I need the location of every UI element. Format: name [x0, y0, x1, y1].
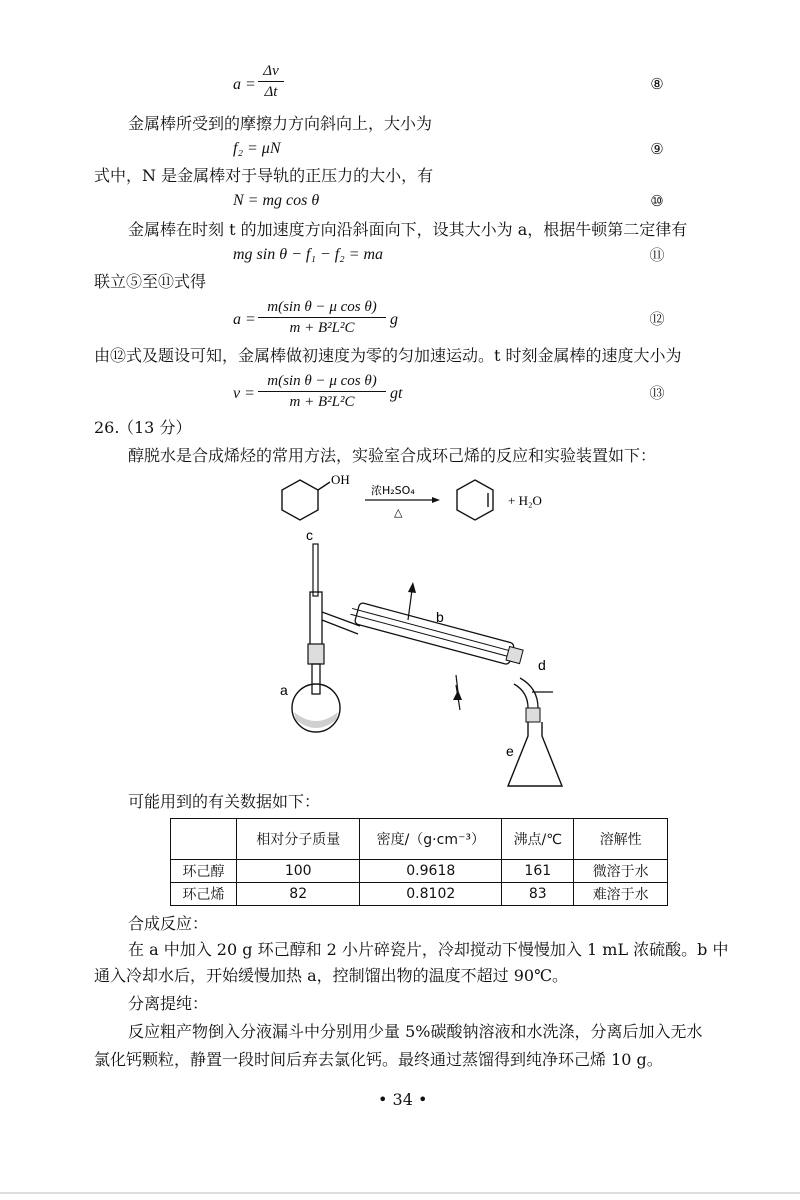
table-header-row — [171, 819, 668, 860]
table-cell: 0.8102 — [360, 883, 502, 906]
label-e: e — [506, 743, 514, 759]
table-header: 相对分子质量 — [237, 819, 360, 860]
eq12-numerator: m(sin θ − μ cos θ) — [267, 299, 377, 315]
eq10-number: ⑩ — [650, 192, 664, 210]
purify-line-2: 氯化钙颗粒，静置一段时间后弃去氯化钙。最终通过蒸馏得到纯净环己烯 10 g。 — [94, 1050, 663, 1069]
thermometer — [313, 544, 318, 596]
table-row — [171, 883, 668, 906]
eq12-fraction — [258, 298, 386, 337]
water-label: + H₂O — [508, 493, 542, 508]
eq12-lhs: a = — [233, 311, 256, 328]
table-cell: 微溶于水 — [574, 860, 668, 883]
eq13-rhs: gt — [390, 385, 403, 402]
label-b: b — [436, 609, 444, 625]
eq8-lhs: a = — [233, 76, 256, 93]
bottom-divider — [0, 1192, 800, 1194]
eq8-denominator: Δt — [264, 84, 278, 100]
eq8-numerator: Δv — [263, 63, 279, 79]
table-cell: 0.9618 — [360, 860, 502, 883]
label-d: d — [538, 657, 546, 673]
eq12-rhs: g — [390, 311, 398, 328]
eq13-fraction — [258, 372, 386, 411]
cyclohexanol-ring — [282, 480, 318, 520]
table-cell: 难溶于水 — [574, 883, 668, 906]
table-cell: 161 — [502, 860, 574, 883]
eq13-lhs: v = — [233, 385, 255, 402]
label-c: c — [306, 530, 313, 543]
table-header: 沸点/℃ — [502, 819, 574, 860]
apparatus-diagram — [270, 530, 570, 795]
question-number: 26. — [94, 418, 120, 437]
eq13-number: ⑬ — [649, 384, 665, 402]
oh-label: OH — [331, 472, 350, 487]
table-cell: 100 — [237, 860, 360, 883]
question-score: （13 分） — [118, 418, 192, 437]
table-row — [171, 860, 668, 883]
synthesis-title: 合成反应： — [128, 914, 209, 933]
eq10: N = mg cos θ — [233, 192, 320, 209]
table-cell: 83 — [502, 883, 574, 906]
table-header: 溶解性 — [574, 819, 668, 860]
data-table — [170, 818, 668, 906]
eq13-denominator: m + B²L²C — [289, 394, 355, 410]
eq12-denominator: m + B²L²C — [289, 320, 355, 336]
eq9-number: ⑨ — [650, 140, 664, 158]
reaction-scheme — [270, 470, 600, 530]
eq8-number: ⑧ — [650, 75, 664, 93]
conical-flask — [508, 722, 562, 786]
label-a: a — [280, 682, 288, 698]
eq12-number: ⑫ — [649, 310, 665, 328]
purify-line-1: 反应粗产物倒入分液漏斗中分别用少量 5%碳酸钠溶液和水洗涤，分离后加入无水 — [128, 1022, 703, 1041]
reagent-label: 浓H₂SO₄ — [371, 484, 415, 497]
text-intro: 醇脱水是合成烯烃的常用方法，实验室合成环己烯的反应和实验装置如下： — [128, 446, 657, 465]
eq11-number: ⑪ — [649, 246, 665, 264]
synthesis-line-2: 通入冷却水后，开始缓慢加热 a，控制馏出物的温度不超过 90℃。 — [94, 966, 568, 985]
text-combine: 联立⑤至⑪式得 — [94, 272, 207, 291]
eq8-fraction — [258, 62, 284, 101]
text-accel: 金属棒在时刻 t 的加速度方向沿斜面向下，设其大小为 a，根据牛顿第二定律有 — [128, 220, 688, 239]
text-normal: 式中，N 是金属棒对于导轨的正压力的大小，有 — [94, 166, 434, 185]
text-data-intro: 可能用到的有关数据如下： — [128, 792, 321, 811]
table-header — [171, 819, 237, 860]
table-cell: 环己烯 — [171, 883, 237, 906]
text-friction: 金属棒所受到的摩擦力方向斜向上，大小为 — [128, 114, 433, 133]
condenser — [354, 602, 514, 665]
text-motion: 由⑫式及题设可知，金属棒做初速度为零的匀加速运动。t 时刻金属棒的速度大小为 — [94, 346, 682, 365]
table-header: 密度/（g·cm⁻³） — [360, 819, 502, 860]
purify-title: 分离提纯： — [128, 994, 209, 1013]
eq9: f₂ = μN — [233, 140, 281, 157]
synthesis-line-1: 在 a 中加入 20 g 环己醇和 2 小片碎瓷片，冷却搅动下慢慢加入 1 mL 浓硫酸。b 中 — [128, 940, 729, 959]
condition-label: △ — [394, 506, 403, 519]
table-cell: 环己醇 — [171, 860, 237, 883]
eq11: mg sin θ − f₁ − f₂ = ma — [233, 246, 384, 263]
page-number: • 34 • — [378, 1090, 428, 1109]
table-cell: 82 — [237, 883, 360, 906]
eq13-numerator: m(sin θ − μ cos θ) — [267, 373, 377, 389]
